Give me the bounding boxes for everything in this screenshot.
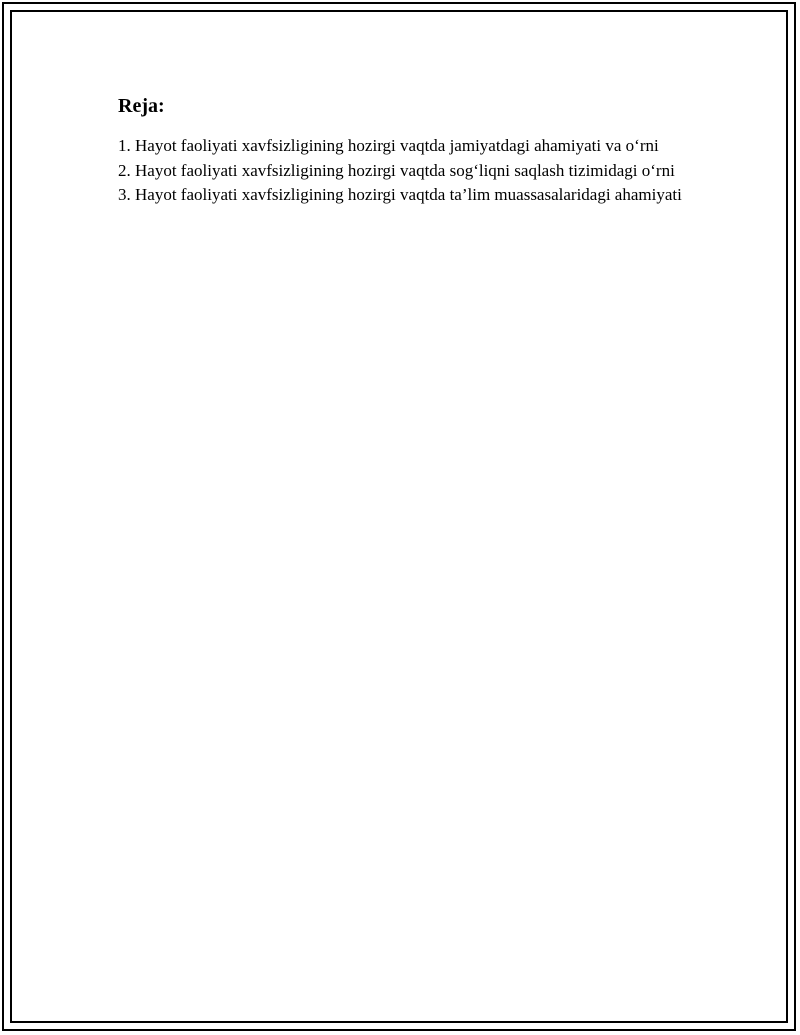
page-content [118,92,688,208]
plan-list [118,134,688,208]
plan-item-2: 2. Hayot faoliyati xavfsizligining hozirgi vaqtda sog‘liqni saqlash tizimidagi o‘rni [118,160,675,180]
plan-heading: Reja: [118,95,165,117]
plan-item-1: 1. Hayot faoliyati xavfsizligining hozirgi vaqtda jamiyatdagi ahamiyati va o‘rni [118,136,659,155]
plan-item-3: 3. Hayot faoliyati xavfsizligining hozirgi vaqtda ta’lim muassasalaridagi ahamiyati [118,185,682,204]
